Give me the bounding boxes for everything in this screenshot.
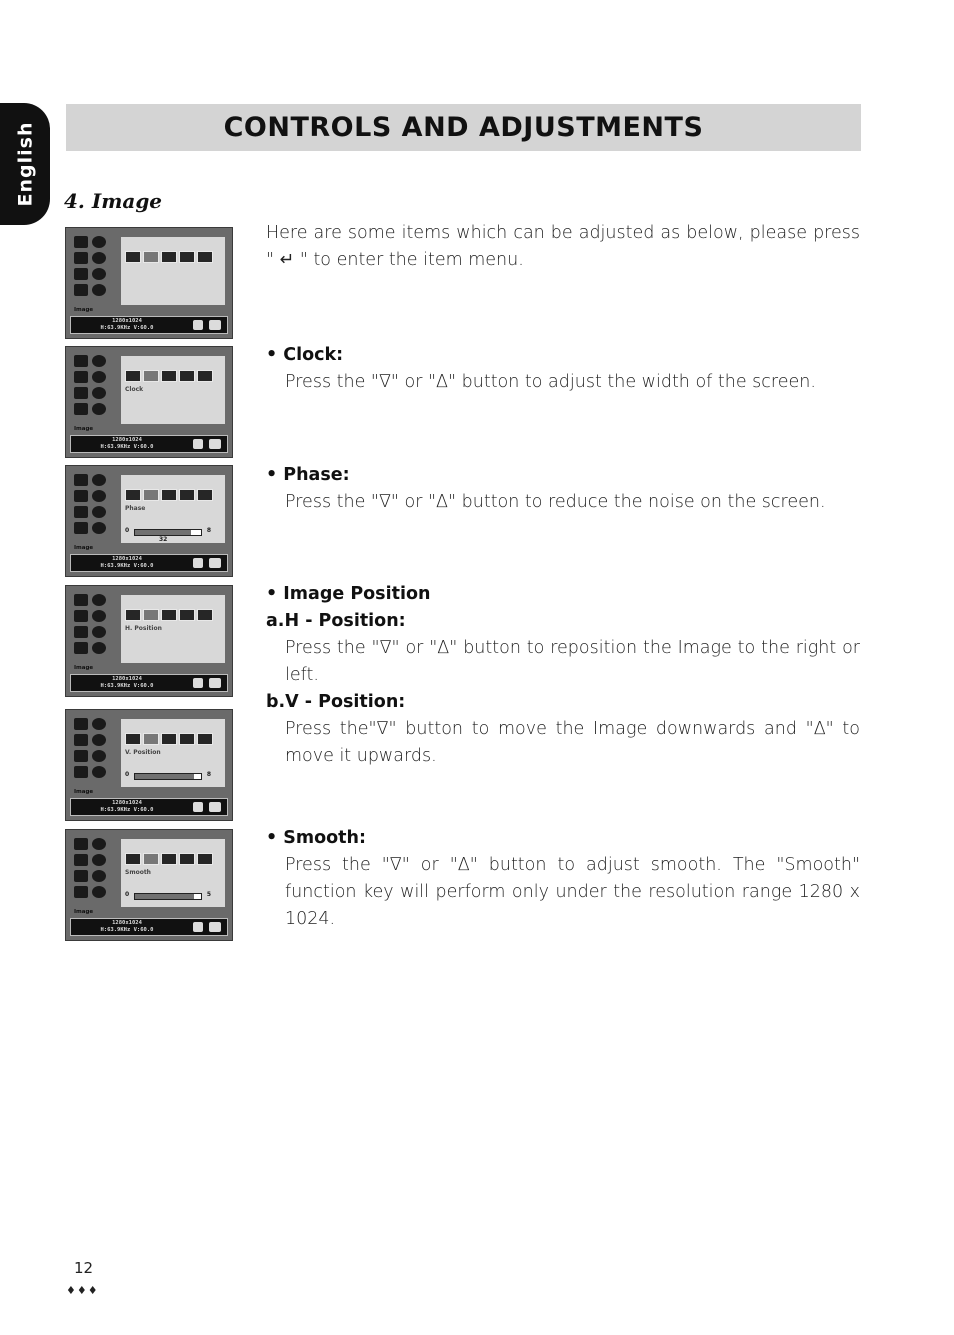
osd-toolbar — [125, 251, 213, 263]
osd-frequency: H:63.9KHz V:60.0 — [100, 807, 154, 813]
osd-slider — [125, 891, 211, 901]
osd-screen-phase — [65, 465, 233, 577]
osd-toolbar-icon — [179, 370, 195, 382]
osd-menu-icon — [74, 766, 88, 778]
h-position-heading: a.H - Position: — [266, 611, 406, 631]
osd-toolbar — [125, 733, 213, 745]
osd-screen-h-position — [65, 585, 233, 697]
clock-section — [266, 342, 860, 396]
osd-menu-icon — [92, 734, 106, 746]
osd-screen-clock — [65, 346, 233, 458]
osd-slider-fill — [135, 774, 194, 779]
osd-menu-icon — [92, 403, 106, 415]
osd-toolbar-icon — [197, 853, 213, 865]
osd-slider — [125, 527, 211, 543]
osd-toolbar-icon — [161, 251, 177, 263]
osd-menu-icon — [74, 886, 88, 898]
speaker-icon — [209, 678, 221, 688]
osd-menu-icon — [92, 750, 106, 762]
osd-resolution: 1280x1024 — [112, 556, 142, 562]
osd-slider-min: 0 — [125, 891, 130, 898]
speaker-icon — [209, 802, 221, 812]
osd-icon-column — [72, 836, 122, 916]
language-label: English — [14, 121, 36, 207]
osd-icon-column — [72, 234, 122, 314]
osd-menu-title: Image — [74, 665, 94, 671]
osd-toolbar-icon — [197, 489, 213, 501]
osd-toolbar — [125, 370, 213, 382]
osd-menu-icon — [92, 766, 106, 778]
osd-status-bar — [70, 435, 228, 453]
osd-item-label: Phase — [125, 505, 146, 512]
osd-toolbar-icon — [161, 733, 177, 745]
osd-toolbar-icon — [143, 853, 159, 865]
osd-menu-icon — [92, 594, 106, 606]
osd-menu-icon — [74, 750, 88, 762]
osd-menu-icon — [74, 403, 88, 415]
osd-menu-icon — [92, 474, 106, 486]
phase-section — [266, 462, 860, 516]
osd-item-label: Smooth — [125, 869, 151, 876]
osd-toolbar-icon — [161, 489, 177, 501]
osd-submenu-panel — [121, 595, 225, 663]
osd-toolbar-icon — [179, 489, 195, 501]
osd-menu-icon — [74, 506, 88, 518]
osd-status-bar — [70, 316, 228, 334]
osd-menu-icon — [74, 236, 88, 248]
osd-menu-icon — [92, 387, 106, 399]
osd-menu-icon — [92, 236, 106, 248]
osd-toolbar-icon — [125, 489, 141, 501]
osd-menu-icon — [74, 522, 88, 534]
intro-text: Here are some items which can be adjusted as below, please press " ↵ " to enter the item menu. — [266, 223, 860, 270]
osd-resolution: 1280x1024 — [112, 437, 142, 443]
osd-toolbar-icon — [143, 251, 159, 263]
osd-icon-column — [72, 716, 122, 796]
osd-screen-main — [65, 227, 233, 339]
osd-frequency: H:63.9KHz V:60.0 — [100, 325, 154, 331]
clock-text: Press the "∇" or "Δ" button to adjust the width of the screen. — [285, 372, 816, 392]
osd-slider-min: 0 — [125, 527, 130, 534]
osd-menu-title: Image — [74, 545, 94, 551]
osd-toolbar-icon — [197, 733, 213, 745]
speaker-icon — [209, 439, 221, 449]
osd-frequency: H:63.9KHz V:60.0 — [100, 683, 154, 689]
tool-icon — [193, 678, 203, 688]
osd-slider-max: 5 — [206, 891, 211, 898]
smooth-heading: • Smooth: — [266, 828, 366, 848]
osd-toolbar-icon — [125, 251, 141, 263]
osd-toolbar-icon — [161, 609, 177, 621]
tool-icon — [193, 320, 203, 330]
osd-slider-max: 8 — [206, 527, 211, 534]
speaker-icon — [209, 922, 221, 932]
osd-menu-icon — [92, 506, 106, 518]
tool-icon — [193, 439, 203, 449]
osd-frequency: H:63.9KHz V:60.0 — [100, 927, 154, 933]
tool-icon — [193, 558, 203, 568]
osd-menu-icon — [74, 252, 88, 264]
h-position-text: Press the "∇" or "Δ" button to reposition the Image to the right or left. — [285, 638, 860, 685]
tool-icon — [193, 922, 203, 932]
osd-toolbar-icon — [197, 609, 213, 621]
osd-menu-icon — [92, 252, 106, 264]
page-number: 12 — [74, 1259, 94, 1277]
osd-resolution: 1280x1024 — [112, 800, 142, 806]
footer-ornament: ♦♦♦ — [66, 1284, 99, 1297]
osd-slider-fill — [135, 894, 194, 899]
osd-menu-icon — [74, 490, 88, 502]
osd-menu-icon — [92, 626, 106, 638]
osd-menu-icon — [74, 718, 88, 730]
osd-toolbar-icon — [143, 370, 159, 382]
osd-menu-icon — [92, 870, 106, 882]
osd-toolbar-icon — [143, 489, 159, 501]
osd-menu-icon — [92, 642, 106, 654]
osd-resolution: 1280x1024 — [112, 676, 142, 682]
osd-menu-icon — [92, 718, 106, 730]
osd-menu-icon — [92, 371, 106, 383]
osd-icon-column — [72, 592, 122, 672]
osd-icon-column — [72, 353, 122, 433]
osd-menu-icon — [74, 268, 88, 280]
osd-menu-icon — [92, 522, 106, 534]
osd-menu-title: Image — [74, 789, 94, 795]
osd-menu-icon — [74, 355, 88, 367]
osd-menu-title: Image — [74, 426, 94, 432]
osd-toolbar-icon — [197, 251, 213, 263]
osd-submenu-panel — [121, 839, 225, 907]
osd-toolbar-icon — [161, 853, 177, 865]
osd-menu-icon — [74, 854, 88, 866]
osd-item-label: H. Position — [125, 625, 162, 632]
osd-toolbar-icon — [179, 609, 195, 621]
osd-slider-track — [134, 773, 202, 780]
v-position-heading: b.V - Position: — [266, 692, 406, 712]
osd-status-bar — [70, 554, 228, 572]
osd-status-bar — [70, 798, 228, 816]
osd-submenu-panel — [121, 356, 225, 424]
smooth-section — [266, 825, 860, 933]
language-side-tab — [0, 103, 50, 225]
osd-toolbar-icon — [143, 609, 159, 621]
osd-slider-max: 8 — [206, 771, 211, 778]
osd-toolbar-icon — [125, 370, 141, 382]
osd-menu-icon — [74, 626, 88, 638]
osd-toolbar-icon — [143, 733, 159, 745]
osd-menu-icon — [74, 610, 88, 622]
image-position-section — [266, 581, 860, 770]
osd-screen-v-position — [65, 709, 233, 821]
osd-resolution: 1280x1024 — [112, 318, 142, 324]
section-title: 4. Image — [64, 189, 163, 213]
osd-toolbar-icon — [125, 853, 141, 865]
osd-menu-icon — [74, 387, 88, 399]
osd-menu-icon — [92, 854, 106, 866]
osd-toolbar-icon — [125, 609, 141, 621]
osd-status-bar — [70, 918, 228, 936]
page-title: CONTROLS AND ADJUSTMENTS — [223, 112, 704, 143]
smooth-text: Press the "∇" or "Δ" button to adjust smooth. The "Smooth" function key will perform only under the resolution range 1280 x 1024. — [285, 855, 860, 929]
osd-menu-icon — [92, 490, 106, 502]
tool-icon — [193, 802, 203, 812]
osd-menu-icon — [74, 371, 88, 383]
osd-slider-track — [134, 529, 202, 536]
osd-frequency: H:63.9KHz V:60.0 — [100, 444, 154, 450]
osd-icon-column — [72, 472, 122, 552]
phase-heading: • Phase: — [266, 465, 350, 485]
osd-submenu-panel — [121, 475, 225, 543]
osd-slider-min: 0 — [125, 771, 130, 778]
osd-menu-icon — [74, 870, 88, 882]
osd-frequency: H:63.9KHz V:60.0 — [100, 563, 154, 569]
osd-menu-title: Image — [74, 307, 94, 313]
speaker-icon — [209, 320, 221, 330]
osd-toolbar — [125, 609, 213, 621]
osd-toolbar — [125, 853, 213, 865]
osd-slider-fill — [135, 530, 191, 535]
clock-heading: • Clock: — [266, 345, 344, 365]
osd-menu-icon — [74, 474, 88, 486]
osd-status-bar — [70, 674, 228, 692]
osd-resolution: 1280x1024 — [112, 920, 142, 926]
osd-menu-icon — [92, 610, 106, 622]
page-header — [66, 104, 861, 151]
osd-menu-icon — [74, 594, 88, 606]
osd-screen-smooth — [65, 829, 233, 941]
osd-submenu-panel — [121, 719, 225, 787]
osd-toolbar-icon — [179, 251, 195, 263]
osd-slider-value: 32 — [159, 536, 168, 543]
osd-menu-title: Image — [74, 909, 94, 915]
osd-menu-icon — [92, 886, 106, 898]
osd-item-label: V. Position — [125, 749, 161, 756]
osd-menu-icon — [92, 355, 106, 367]
osd-slider-track — [134, 893, 202, 900]
osd-toolbar — [125, 489, 213, 501]
osd-menu-icon — [92, 268, 106, 280]
phase-text: Press the "∇" or "Δ" button to reduce the noise on the screen. — [285, 492, 826, 512]
osd-toolbar-icon — [179, 853, 195, 865]
osd-submenu-panel — [121, 237, 225, 305]
osd-item-label: Clock — [125, 386, 144, 393]
osd-menu-icon — [74, 838, 88, 850]
speaker-icon — [209, 558, 221, 568]
osd-menu-icon — [74, 642, 88, 654]
osd-menu-icon — [74, 284, 88, 296]
osd-toolbar-icon — [161, 370, 177, 382]
osd-menu-icon — [92, 838, 106, 850]
image-position-heading: • Image Position — [266, 584, 431, 604]
osd-toolbar-icon — [125, 733, 141, 745]
osd-menu-icon — [92, 284, 106, 296]
osd-slider — [125, 771, 211, 781]
v-position-text: Press the"∇" button to move the Image downwards and "Δ" to move it upwards. — [285, 719, 860, 766]
osd-toolbar-icon — [197, 370, 213, 382]
osd-toolbar-icon — [179, 733, 195, 745]
osd-menu-icon — [74, 734, 88, 746]
